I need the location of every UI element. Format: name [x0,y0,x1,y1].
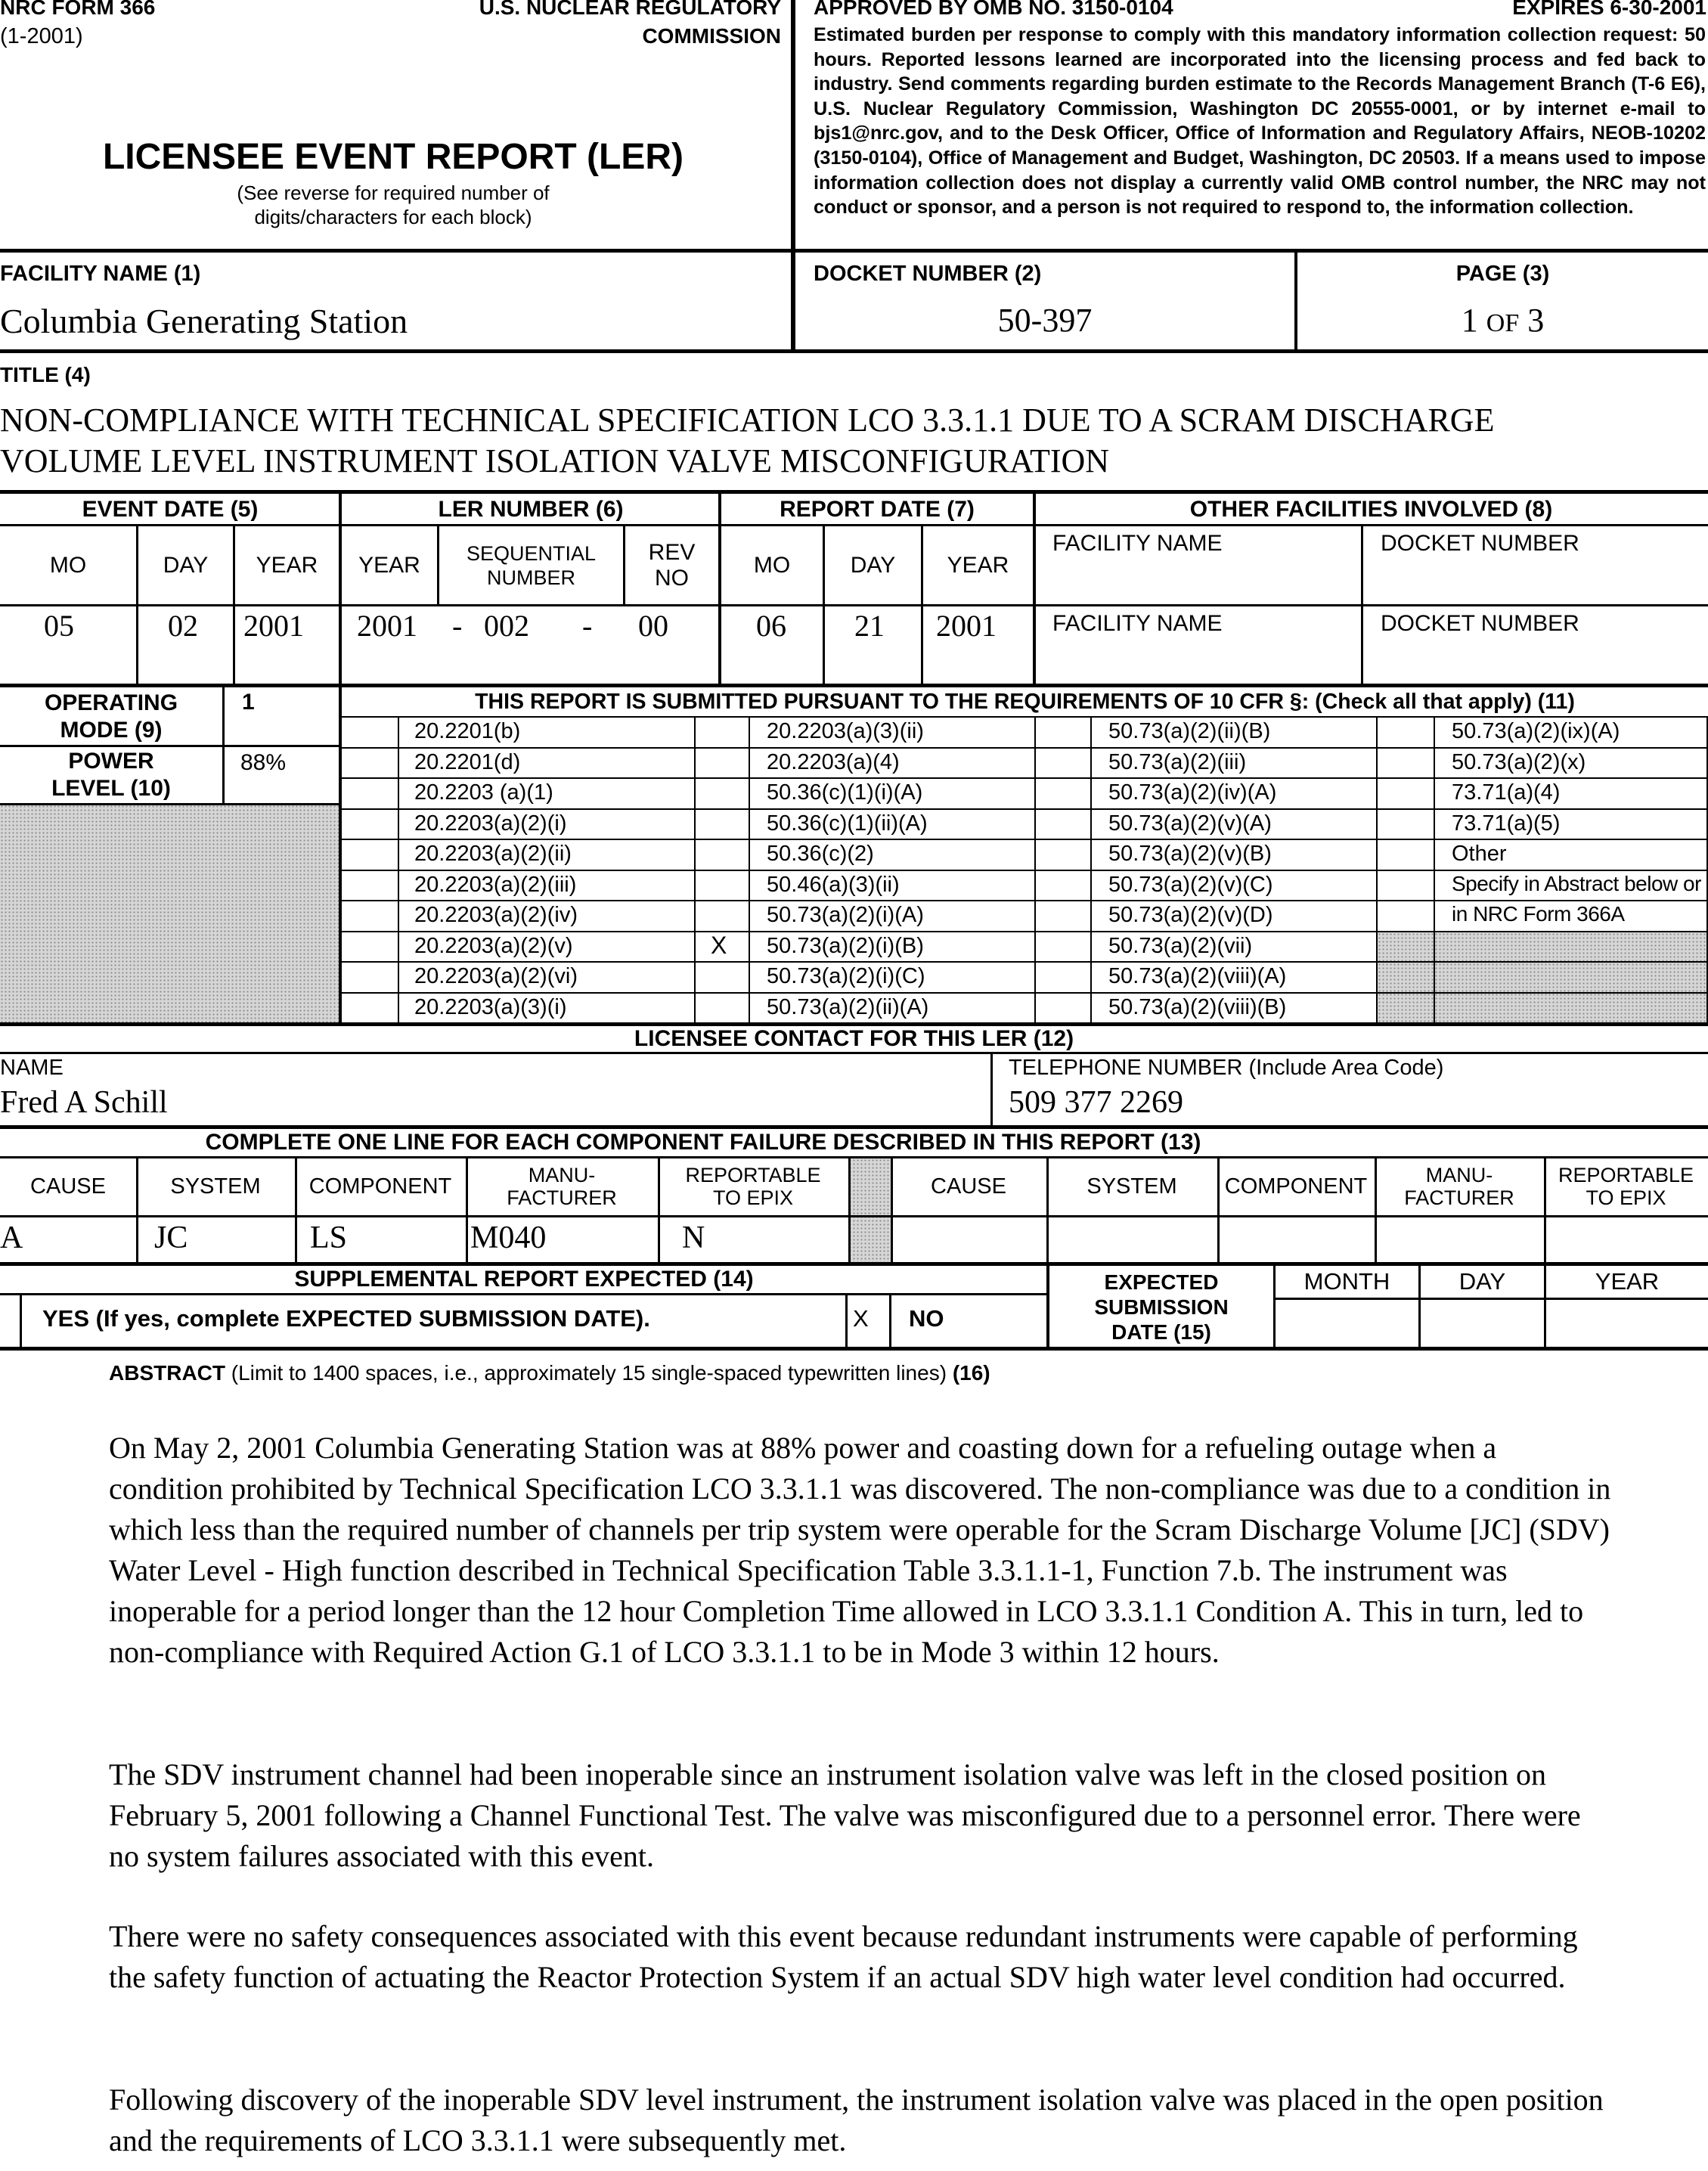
supplemental-no-mark[interactable]: X [853,1305,869,1332]
event-day-value: 02 [168,609,198,643]
comp-header-component-2 [1217,1158,1375,1215]
cfr-checkbox[interactable] [696,777,749,808]
contact-divider [990,1053,993,1125]
form-revision: (1-2001) [0,24,83,48]
report-year-value: 2001 [936,609,997,643]
cfr-checkbox[interactable] [342,961,398,992]
header-divider [791,0,795,351]
cfr-item-50-73-a-2-viii-a-: 50.73(a)(2)(viii)(A) [1108,964,1287,988]
cfr-checkbox[interactable] [1036,961,1090,992]
cfr-row-rule [342,870,1708,871]
cfr-item-50-36-c-1-ii-a-: 50.36(c)(1)(ii)(A) [767,811,928,836]
comp-header-manufacturer [466,1158,658,1215]
cfr-item-50-73-a-2-i-a-: 50.73(a)(2)(i)(A) [767,903,924,927]
abstract-label-title: ABSTRACT [109,1361,225,1385]
ler-seq-header-2: NUMBER [486,566,575,589]
abstract-label-number: (16) [952,1361,990,1385]
contact-phone-value: 509 377 2269 [1009,1085,1183,1120]
form-title: LICENSEE EVENT REPORT (LER) [102,137,684,177]
cfr-col-rule [749,716,750,1022]
cfr-checkbox[interactable] [342,747,398,778]
other-note-2: in NRC Form 366A [1452,902,1625,926]
comp-header-reportable [658,1158,848,1215]
cfr-item-50-36-c-1-i-a-: 50.36(c)(1)(i)(A) [767,780,923,805]
cfr-item-20-2203-a-2-i-: 20.2203(a)(2)(i) [414,811,567,836]
cfr-item-50-73-a-2-viii-b-: 50.73(a)(2)(viii)(B) [1108,995,1287,1019]
cfr-item-other: Other [1452,842,1507,866]
cfr-item-50-73-a-2-ii-a-: 50.73(a)(2)(ii)(A) [767,995,929,1019]
cfr-checkbox[interactable] [1036,808,1090,839]
expected-label-3: DATE (15) [1111,1320,1211,1344]
cfr-checkbox[interactable] [1378,747,1434,778]
cfr-row-rule [342,961,1708,963]
comp-header-manufacturer-line-2: FACTURER [507,1186,617,1209]
contact-name-value: Fred A Schill [0,1085,168,1120]
cfr-row-rule [342,716,1708,718]
ler-rev-header-2: NO [655,566,689,591]
components-heading: COMPLETE ONE LINE FOR EACH COMPONENT FAILURE DESCRIBED IN THIS REPORT (13) [205,1130,1201,1155]
docket-number-value: 50-397 [997,302,1093,339]
abstract-paragraph-3: There were no safety consequences associated with this event because redundant instruments were capable of performing the safety function of actuating the Reactor Protection System if an actual SDV high water level condition had occurred. [109,1919,1578,1994]
other-facilities-label: OTHER FACILITIES INVOLVED (8) [1189,497,1553,522]
cfr-checkbox[interactable] [696,808,749,839]
mode-rule [0,745,339,747]
cfr-checkbox[interactable] [342,870,398,901]
ler-seq-header [439,526,623,605]
cfr-row-rule [342,992,1708,994]
col-line [1033,494,1036,684]
expected-label-2: SUBMISSION [1094,1295,1229,1319]
comp-value-reportable: N [682,1220,705,1255]
event-day-header: DAY [163,553,209,578]
cfr-row-rule [342,900,1708,901]
contact-phone-label: TELEPHONE NUMBER (Include Area Code) [1009,1056,1444,1080]
cfr-item-73-71-a-5-: 73.71(a)(5) [1452,811,1561,836]
cfr-row-rule [342,931,1708,932]
comp-header-manufacturer-2-line-2: FACTURER [1404,1186,1514,1209]
form-subtitle-2: digits/characters for each block) [254,206,532,228]
report-mo-header: MO [753,553,791,578]
cfr-item-50-73-a-2-i-b-: 50.73(a)(2)(i)(B) [767,934,924,958]
other-facility-name-1: FACILITY NAME [1052,531,1223,556]
burden-statement: Estimated burden per response to comply with this mandatory information collection request: 50 hours. Reported lessons learned are incorporated into the licensing process and fed back to industry. Send comments regarding burden estimate to the Records Management Branch (T-6 E6), U.S. Nuclear Regulatory Commission, Washington DC 20555-0001, or by internet e-mail to bjs1@nrc.gov, and to the Desk Officer, Office of Information and Regulatory Affairs, NEOB-10202 (3150-0104), Office of Management and Budget, Washington, DC 20503. If a means used to impose information collection does not display a currently valid OMB control number, the NRC may not conduct or sponsor, and a person is not required to respond to, the information collection. [814,24,1706,219]
comp-header-component-line-1: COMPONENT [308,1174,452,1199]
cfr-item-20-2203-a-3-i-: 20.2203(a)(3)(i) [414,995,567,1019]
shaded-area-left [0,805,339,1022]
event-mo-header: MO [49,553,87,578]
rule-facility-top [0,249,1708,253]
report-day-header: DAY [850,553,896,578]
ler-rev-value: 00 [638,609,668,643]
cfr-col-rule [398,716,399,1022]
cfr-checkbox[interactable] [696,870,749,901]
cfr-item-20-2201-d-: 20.2201(d) [414,750,521,774]
comp-header-system-line-1: SYSTEM [170,1174,261,1199]
cfr-checkbox[interactable] [342,992,398,1023]
cfr-checkbox[interactable] [1378,716,1434,747]
form-number: NRC FORM 366 [0,0,156,19]
supp-no-box-right [889,1294,891,1348]
supplemental-yes[interactable]: YES (If yes, complete EXPECTED SUBMISSION DATE). [42,1305,650,1332]
comp-header-reportable-2 [1544,1158,1708,1215]
comp-header-component [295,1158,466,1215]
comp-header-manufacturer-line-1: MANU- [528,1164,596,1186]
components-shaded-gap [848,1158,891,1262]
expected-day-header: DAY [1458,1268,1506,1295]
cfr-item-50-73-a-2-v-b-: 50.73(a)(2)(v)(B) [1108,842,1272,866]
supp-no-box-left [845,1294,848,1348]
rule-event-values [0,604,1708,606]
comp-header-reportable-line-1: REPORTABLE [685,1164,821,1186]
title-line-1: NON-COMPLIANCE WITH TECHNICAL SPECIFICATION LCO 3.3.1.1 DUE TO A SCRAM DISCHARGE [0,402,1495,439]
shaded-area-right [1378,932,1708,1022]
comp-value-manufacturer: M040 [470,1220,547,1255]
report-day-value: 21 [854,609,885,643]
cfr-checkbox[interactable] [1036,870,1090,901]
event-mo-value: 05 [44,609,74,643]
cfr-item-20-2203-a-2-iii-: 20.2203(a)(2)(iii) [414,873,577,897]
power-level-value: 88% [240,750,287,775]
comp-col-rule [848,1158,851,1262]
cfr-item-20-2203-a-2-iv-: 20.2203(a)(2)(iv) [414,903,578,927]
other-note-1: Specify in Abstract below or [1452,872,1701,895]
cfr-checkbox[interactable] [696,961,749,992]
abstract-paragraph-4: Following discovery of the inoperable SDV level instrument, the instrument isolation valve was placed in the open position and the requirements of LCO 3.3.1.1 were subsequently met. [109,2083,1604,2157]
comp-value-system: JC [154,1220,188,1255]
abstract-label-note: (Limit to 1400 spaces, i.e., approximately 15 single-spaced typewritten lines) [231,1361,947,1385]
comp-header-reportable-2-line-1: REPORTABLE [1558,1164,1694,1186]
event-date-label: EVENT DATE (5) [82,497,259,522]
comp-header-cause-line-1: CAUSE [30,1174,106,1199]
title-line-2: VOLUME LEVEL INSTRUMENT ISOLATION VALVE MISCONFIGURATION [0,442,1110,479]
cfr-row-rule [342,777,1708,779]
cfr-checkbox[interactable] [696,900,749,931]
cfr-item-20-2203-a-4-: 20.2203(a)(4) [767,750,900,774]
supp-yes-box-left [20,1294,22,1348]
cfr-item-20-2203-a-3-ii-: 20.2203(a)(3)(ii) [767,719,924,743]
operating-mode-label-2: MODE (9) [60,718,163,743]
cfr-checkbox[interactable] [342,931,398,962]
page-total: 3 [1527,302,1545,339]
agency-line2: COMMISSION [642,24,781,48]
ler-seq-value: 002 [484,609,529,643]
cfr-item-20-2203-a-2-ii-: 20.2203(a)(2)(ii) [414,842,572,866]
comp-header-cause [0,1158,136,1215]
cfr-row-rule [342,839,1708,840]
rule-other-sub [1034,524,1708,526]
cfr-checkbox[interactable] [1036,747,1090,778]
cfr-checkbox[interactable] [1036,777,1090,808]
abstract-paragraph-2: The SDV instrument channel had been inoperable since an instrument isolation valve was left in the closed position on February 5, 2001 following a Channel Functional Test. The valve was misconfigured due to a personnel error. There were no system failures associated with this event. [109,1757,1581,1873]
cfr-item-20-2203-a-2-vi-: 20.2203(a)(2)(vi) [414,964,578,988]
expected-month-header: MONTH [1303,1268,1390,1295]
power-rule [0,803,339,805]
expiration-date: EXPIRES 6-30-2001 [1512,0,1706,19]
ler-year-header: YEAR [358,553,420,578]
comp-header-reportable-line-2: TO EPIX [712,1186,794,1209]
checkbox-50-73-a-2-i-B-mark[interactable]: X [711,932,727,959]
facility-name-value: Columbia Generating Station [0,302,408,340]
power-level-label-2: LEVEL (10) [51,776,171,801]
ler-rev-header-1: REV [648,540,696,565]
ler-seq-header-1: SEQUENTIAL [466,542,597,565]
comp-header-rule [0,1215,1708,1217]
other-facility-name-2: FACILITY NAME [1052,611,1223,636]
cfr-row-rule [342,808,1708,810]
cfr-row-rule [342,747,1708,749]
cfr-item-73-71-a-4-: 73.71(a)(4) [1452,780,1561,805]
comp-value-component: LS [310,1220,348,1255]
contact-heading-rule [0,1052,1708,1054]
cfr-item-20-2203-a-2-v-: 20.2203(a)(2)(v) [414,934,573,958]
contact-heading: LICENSEE CONTACT FOR THIS LER (12) [634,1026,1074,1051]
cfr-checkbox[interactable] [342,716,398,747]
ler-number-label: LER NUMBER (6) [438,497,624,522]
cfr-checkbox[interactable] [696,747,749,778]
comp-header-system-2-line-1: SYSTEM [1086,1174,1177,1199]
comp-header-manufacturer-2-line-1: MANU- [1425,1164,1493,1186]
cfr-checkbox[interactable] [1378,777,1434,808]
contact-name-label: NAME [0,1056,64,1080]
cfr-checkbox[interactable] [696,992,749,1023]
operating-mode-label [0,688,222,746]
requirements-heading: THIS REPORT IS SUBMITTED PURSUANT TO THE REQUIREMENTS OF 10 CFR §: (Check all that apply) (11) [475,689,1575,714]
expected-submission-date-label [1049,1266,1273,1348]
abstract-label [109,1361,990,1385]
facility-name-label: FACILITY NAME (1) [0,262,201,286]
report-year-header: YEAR [947,553,1009,578]
event-year-header: YEAR [256,553,318,578]
cfr-item-50-73-a-2-v-c-: 50.73(a)(2)(v)(C) [1108,873,1273,897]
cfr-checkbox[interactable] [1036,992,1090,1023]
page-value [1297,301,1708,340]
comp-value-cause: A [0,1220,23,1255]
cfr-checkbox[interactable] [1378,808,1434,839]
cfr-item-50-73-a-2-i-c-: 50.73(a)(2)(i)(C) [767,964,925,988]
other-docket-number-2: DOCKET NUMBER [1381,611,1579,636]
cfr-item-50-73-a-2-ii-b-: 50.73(a)(2)(ii)(B) [1108,719,1271,743]
supplemental-no[interactable]: NO [909,1305,944,1332]
cfr-checkbox[interactable] [342,900,398,931]
ler-dash-2: - [582,609,593,643]
rule-title-top [0,349,1708,353]
cfr-checkbox[interactable] [1036,900,1090,931]
supp-date-rule [1273,1298,1708,1300]
supplemental-heading: SUPPLEMENTAL REPORT EXPECTED (14) [294,1267,754,1292]
cfr-item-50-73-a-2-ix-a-: 50.73(a)(2)(ix)(A) [1452,719,1620,743]
comp-header-component-2-line-1: COMPONENT [1224,1174,1368,1199]
ler-rev-header [625,526,718,605]
cfr-col-rule [1434,716,1435,1022]
cfr-checkbox[interactable] [696,839,749,870]
abstract-paragraph-1: On May 2, 2001 Columbia Generating Station was at 88% power and coasting down for a refueling outage when a condition prohibited by Technical Specification LCO 3.3.1.1 was discovered. The non-compliance was due to a condition in which less than the required number of channels per trip system were operable for the Scram Discharge Volume [JC] (SDV) Water Level - High function described in Technical Specification Table 3.3.1.1-1, Function 7.b. The instrument was inoperable for a period longer than the 12 hour Completion Time allowed in LCO 3.3.1.1 Condition A. This in turn, led to non-compliance with Required Action G.1 of LCO 3.3.1.1 to be in Mode 3 within 12 hours. [109,1431,1611,1669]
omb-approval: APPROVED BY OMB NO. 3150-0104 [814,0,1173,19]
cfr-checkbox[interactable] [1036,931,1090,962]
comp-header-system [136,1158,295,1215]
rule-abstract-top [0,1347,1708,1351]
cfr-checkbox[interactable] [1036,716,1090,747]
cfr-item-50-73-a-2-iii-: 50.73(a)(2)(iii) [1108,750,1247,774]
power-level-label [0,746,222,804]
cfr-checkbox[interactable] [1378,839,1434,870]
comp-header-cause-2 [891,1158,1046,1215]
cfr-item-50-73-a-2-iv-a-: 50.73(a)(2)(iv)(A) [1108,780,1277,805]
expected-year-header: YEAR [1595,1268,1660,1295]
cfr-col-rule [1090,716,1092,1022]
cfr-item-50-73-a-2-v-d-: 50.73(a)(2)(v)(D) [1108,903,1273,927]
cfr-checkbox[interactable] [1036,839,1090,870]
report-mo-value: 06 [756,609,786,643]
ler-year-value: 2001 [357,609,417,643]
comp-header-cause-2-line-1: CAUSE [931,1174,1006,1199]
form-subtitle-1: (See reverse for required number of [237,181,550,204]
power-level-label-1: POWER [68,749,154,774]
title-label: TITLE (4) [0,363,91,386]
cfr-item-50-36-c-2-: 50.36(c)(2) [767,842,874,866]
cfr-checkbox[interactable] [342,777,398,808]
comp-header-manufacturer-2 [1375,1158,1544,1215]
docket-number-label: DOCKET NUMBER (2) [814,262,1042,286]
cfr-checkbox[interactable] [342,808,398,839]
cfr-item-50-73-a-2-x-: 50.73(a)(2)(x) [1452,750,1586,774]
event-year-value: 2001 [243,609,304,643]
cfr-checkbox[interactable] [696,716,749,747]
cfr-item-20-2203-a-1-: 20.2203 (a)(1) [414,780,553,805]
comp-header-reportable-2-line-2: TO EPIX [1586,1186,1666,1209]
cfr-item-50-73-a-2-v-a-: 50.73(a)(2)(v)(A) [1108,811,1272,836]
operating-mode-value: 1 [242,690,255,715]
page-of: OF [1486,309,1520,337]
cfr-checkbox[interactable] [342,839,398,870]
operating-mode-label-1: OPERATING [44,690,178,715]
cfr-item-20-2201-b-: 20.2201(b) [414,719,521,743]
expected-label-1: EXPECTED [1104,1270,1219,1294]
report-date-label: REPORT DATE (7) [780,497,975,522]
cfr-item-50-46-a-3-ii-: 50.46(a)(3)(ii) [767,873,900,897]
page-label: PAGE (3) [1455,262,1550,286]
cfr-item-50-73-a-2-vii-: 50.73(a)(2)(vii) [1108,934,1253,958]
agency-line1: U.S. NUCLEAR REGULATORY [479,0,781,19]
other-docket-number-1: DOCKET NUMBER [1381,531,1579,556]
ler-dash-1: - [452,609,463,643]
comp-header-system-2 [1046,1158,1217,1215]
page-current: 1 [1461,302,1478,339]
